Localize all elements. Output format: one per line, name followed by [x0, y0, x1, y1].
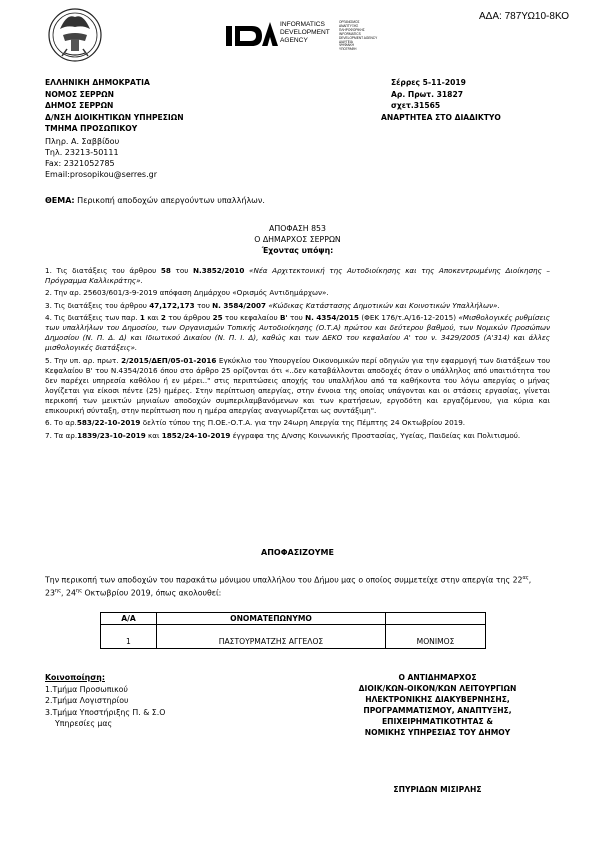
issuer-header	[45, 77, 184, 135]
signatory-role: ΝΟΜΙΚΗΣ ΥΠΗΡΕΣΙΑΣ ΤΟΥ ΔΗΜΟΥ	[364, 728, 511, 737]
contact-person: Πληρ. Α. Σαββίδου	[45, 137, 120, 146]
signatory-title: Ο ΑΝΤΙΔΗΜΑΡΧΟΣ	[398, 673, 477, 682]
signatory-role: ΗΛΕΚΤΡΟΝΙΚΗΣ ΔΙΑΚΥΒΕΡΝΗΣΗΣ,	[365, 695, 510, 704]
document-date: Σέρρες 5-11-2019	[391, 78, 466, 87]
consideration-item: 1. Τις διατάξεις του άρθρου 58 του Ν.3852/2010 «Νέα Αρχιτεκτονική της Αυτοδιοίκησης και της Αποκεντρωμένης Διοίκησης – Πρόγραμμα Καλλικράτης».	[45, 266, 550, 286]
considerations-list	[45, 266, 550, 443]
notification-title: Κοινοποίηση:	[45, 673, 105, 682]
subject-text: Περικοπή αποδοχών απεργούντων υπαλλήλων.	[77, 196, 265, 205]
employee-table	[100, 612, 486, 649]
column-header-name: ΟΝΟΜΑΤΕΠΩΝΥΜΟ	[156, 613, 385, 625]
contact-info	[45, 136, 157, 180]
consideration-item: 6. Το αρ.583/22-10-2019 δελτίο τύπου της Π.ΟΕ.-Ο.Τ.Α. για την 24ωρη Απεργία της Πέμπτης 24 Οκτωβρίου 2019.	[45, 418, 466, 428]
ada-code: ΑΔΑ: 787ΥΩ10-8ΚΟ	[479, 11, 570, 22]
column-header-number: Α/Α	[101, 613, 157, 625]
subject-label: ΘΕΜΑ:	[45, 196, 75, 205]
considering-label: Έχοντας υπόψη:	[261, 246, 334, 255]
column-header-status	[386, 613, 486, 625]
related-number: σχετ.31565	[391, 101, 441, 110]
country-label: ΕΛΛΗΝΙΚΗ ΔΗΜΟΚΡΑΤΙΑ	[45, 78, 150, 87]
signatory-role: ΠΡΟΓΡΑΜΜΑΤΙΣΜΟΥ, ΑΝΑΠΤΥΞΗΣ,	[363, 706, 512, 715]
publish-notice: ΑΝΑΡΤΗΤΕΑ ΣΤΟ ΔΙΑΔΙΚΤΥΟ	[381, 112, 501, 122]
ida-logo-text: INFORMATICS DEVELOPMENT AGENCY	[280, 21, 330, 44]
consideration-item: 3. Τις διατάξεις του άρθρου 47,172,173 του Ν. 3584/2007 «Κώδικας Κατάστασης Δημοτικών και Κοινοτικών Υπαλλήλων».	[45, 300, 500, 310]
ida-logo-small-text: ΟΡΓΑΝΙΣΜΟΣ ΑΝΑΠΤΥΞΗΣ ΠΛΗΡΟΦΟΡΙΚΗΣ INFORMATICS DEVELOPMENT AGENCY ΔΙΑΥΓΕΙΑ ΨΗΦΙΑΚΗ ΥΠΟΓΡΑΦΗ	[339, 20, 378, 52]
document-reference	[381, 77, 501, 123]
greek-republic-seal-icon	[47, 5, 103, 71]
contact-email: Email:prosopikou@serres.gr	[45, 170, 158, 179]
contact-fax: Fax: 2321052785	[45, 159, 115, 168]
consideration-item: 5. Την υπ. αρ. πρωτ. 2/2015/ΔΕΠ/05-01-2016 Εγκύκλιο του Υπουργείου Οικονομικών περί οδηγιών για την εφαρμογή των διατάξεων του Κεφαλαίου Β' του Ν.4354/2016 όπου στο άρθρο 25 ορίζονται ότι «..δεν καταβάλλονται αποδοχές όταν ο υπάλληλος από υπαιτιότητα του δεν παρέχει υπηρεσία καθόλου ή εν μέρει.." στις περιπτώσεις αποχής του υπαλλήλου από τα καθήκοντα του λόγω απεργίας ο μήνας λογίζεται για είκοσι πέντε (25) ημέρες. Στην περίπτωση απεργίας, στην έννοια της οποίας υπάγονται και οι στάσεις εργασίας, γίνεται περικοπή των μεικτών μηνιαίων αποδοχών συμπεριλαμβανόμενων και των κρατήσεων, εργοδότη και εργαζόμενου, για κύρια και επικουρική σύνταξη, στην περίπτωση που η ημέρα απεργίας αναγνωρίζεται ως συντάξιμη".	[45, 355, 550, 415]
notification-item: Υπηρεσίες μας	[55, 719, 113, 729]
notification-item: 3.Τμήμα Υποστήριξης Π. & Σ.Ο	[45, 707, 166, 717]
directorate-label: Δ/ΝΣΗ ΔΙΟΙΚΗΤΙΚΩΝ ΥΠΗΡΕΣΙΩΝ	[45, 112, 184, 122]
cell-name: ΠΑΣΤΟΥΡΜΑΤΖΗΣ ΑΓΓΕΛΟΣ	[156, 625, 385, 649]
contact-phone: Τηλ. 23213-50111	[45, 148, 119, 157]
signatory-name: ΣΠΥΡΙΔΩΝ ΜΙΣΙΡΛΗΣ	[393, 785, 482, 794]
mayor-title: Ο ΔΗΜΑΡΧΟΣ ΣΕΡΡΩΝ	[254, 235, 341, 244]
prefecture-label: ΝΟΜΟΣ ΣΕΡΡΩΝ	[45, 89, 114, 99]
decision-number: ΑΠΟΦΑΣΗ 853	[269, 224, 326, 233]
municipality-label: ΔΗΜΟΣ ΣΕΡΡΩΝ	[45, 101, 114, 110]
consideration-item: 4. Τις διατάξεις των παρ. 1 και 2 του άρθρου 25 του κεφαλαίου Β' του Ν. 4354/2015 (ΦΕΚ 176/τ.Α/16-12-2015) «Μισθολογικές ρυθμίσεις των υπαλλήλων του Δημοσίου, των Οργανισμών Τοπικής Αυτοδιοίκησης (Ο.Τ.Α) πρώτου και δεύτερου βαθμού, των Νομικών Προσώπων Δημοσίου (Ν. Π. Δ. Δ) και Ιδιωτικού Δικαίου (Ν. Π. Ι. Δ), καθώς και των ΔΕΚΟ του κεφαλαίου Α' του ν. 3429/2005 (Α'314) και άλλες μισθολογικές διατάξεις».	[45, 312, 550, 353]
decision-heading	[0, 223, 595, 256]
cell-number: 1	[101, 625, 157, 649]
subject-line	[45, 196, 265, 205]
protocol-number: Αρ. Πρωτ. 31827	[391, 89, 464, 99]
table-header-row	[101, 613, 486, 625]
table-row	[101, 625, 486, 649]
department-label: ΤΜΗΜΑ ΠΡΟΣΩΠΙΚΟΥ	[45, 124, 138, 133]
notification-item: 1.Τμήμα Προσωπικού	[45, 684, 128, 694]
decide-heading: ΑΠΟΦΑΣΙΖΟΥΜΕ	[261, 548, 334, 557]
ida-logo-icon	[224, 20, 278, 46]
consideration-item: 2. Την αρ. 25603/601/3-9-2019 απόφαση Δημάρχου «Ορισμός Αντιδημάρχων».	[45, 288, 329, 298]
signature-block	[295, 672, 580, 738]
notification-item: 2.Τμήμα Λογιστηρίου	[45, 696, 129, 706]
signatory-role: ΔΙΟΙΚ/ΚΩΝ-ΟΙΚΟΝ/ΚΩΝ ΛΕΙΤΟΥΡΓΙΩΝ	[358, 684, 517, 693]
notification-list	[45, 672, 165, 730]
consideration-item: 7. Τα αρ.1839/23-10-2019 και 1852/24-10-2019 έγγραφα της Δ/νσης Κοινωνικής Προστασίας, Υγείας, Παιδείας και Πολιτισμού.	[45, 430, 521, 440]
cell-status: ΜΟΝΙΜΟΣ	[386, 625, 486, 649]
decision-paragraph: Την περικοπή των αποδοχών του παρακάτω μόνιμου υπαλλήλου του Δήμου μας ο οποίος συμμετείχε στην απεργία της $22^{\alpha\varsigma}$, $23^{\eta\varsigma}$, $24^{\eta\varsigma}$ Οκτωβρίου 2019, όπως ακολουθεί:	[45, 575, 532, 598]
signatory-role: ΕΠΙΧΕΙΡΗΜΑΤΙΚΟΤΗΤΑΣ &	[382, 717, 493, 726]
